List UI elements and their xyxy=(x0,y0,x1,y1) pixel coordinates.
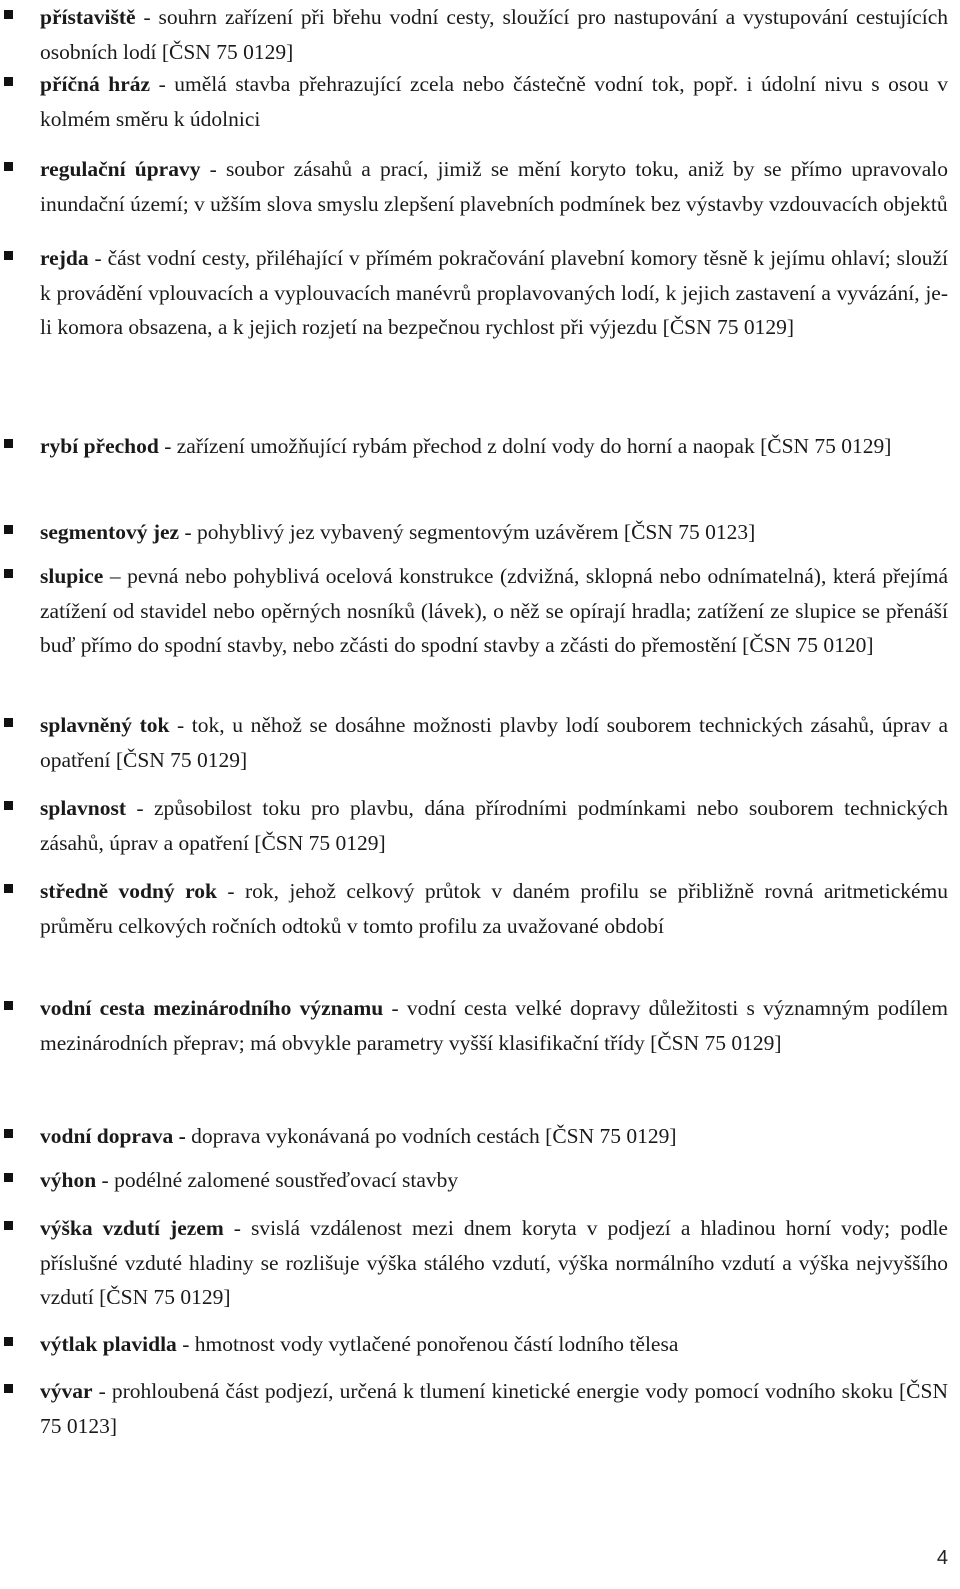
entry-body xyxy=(40,559,948,663)
bullet-icon xyxy=(4,1129,13,1138)
entry-term: výtlak plavidla xyxy=(40,1332,177,1356)
entry-definition: - pohyblivý jez vybavený segmentovým uzávěrem [ČSN 75 0123] xyxy=(179,520,756,544)
bullet-icon xyxy=(4,1221,13,1230)
bullet-icon xyxy=(4,1173,13,1182)
bullet-icon xyxy=(4,801,13,810)
bullet-icon xyxy=(4,251,13,260)
entry-term: slupice xyxy=(40,564,104,588)
entry-definition: - svislá vzdálenost mezi dnem koryta v podjezí a hladinou horní vody; podle příslušné vzduté hladiny se rozlišuje výška stálého vzdutí, výška normálního vzdutí a výška nejvyššího vzdutí [ČSN 75 0129] xyxy=(40,1216,948,1309)
entry-term: příčná hráz xyxy=(40,72,151,96)
entry-body xyxy=(40,1374,948,1443)
entry-body xyxy=(40,515,948,550)
entry-body xyxy=(40,0,948,69)
entry-body xyxy=(40,1327,948,1362)
entry-body xyxy=(40,791,948,860)
entry-definition: - rok, jehož celkový průtok v daném profilu se přibližně rovná aritmetickému průměru celkových ročních odtoků v tomto profilu za uvažované období xyxy=(40,879,948,938)
entry-definition: - vodní cesta velké dopravy důležitosti s významným podílem mezinárodních přeprav; má obvykle parametry vyšší klasifikační třídy [ČSN 75 0129] xyxy=(40,996,949,1055)
entry-body xyxy=(40,874,948,943)
entry-term: regulační úpravy xyxy=(40,157,201,181)
entry-term: výhon xyxy=(40,1168,97,1192)
bullet-icon xyxy=(4,77,13,86)
entry-term: středně vodný rok xyxy=(40,879,217,903)
entry-definition: - prohloubená část podjezí, určená k tlumení kinetické energie vody pomocí vodního skoku [ČSN 75 0123] xyxy=(40,1379,948,1438)
entry-term: vývar xyxy=(40,1379,93,1403)
entry-body xyxy=(40,1211,948,1315)
entry-definition: - zařízení umožňující rybám přechod z dolní vody do horní a naopak [ČSN 75 0129] xyxy=(158,434,892,458)
entry-definition: - umělá stavba přehrazující zcela nebo částečně vodní tok, popř. i údolní nivu s osou v kolmém směru k údolnici xyxy=(40,72,948,131)
entry-body xyxy=(40,708,948,777)
entry-body xyxy=(40,1163,948,1198)
entry-definition: - podélné zalomené soustřeďovací stavby xyxy=(96,1168,459,1192)
bullet-icon xyxy=(4,1384,13,1393)
bullet-icon xyxy=(4,162,13,171)
entry-body xyxy=(40,67,948,136)
page-number: 4 xyxy=(936,1547,948,1569)
entry-definition: - souhrn zařízení při břehu vodní cesty, sloužící pro nastupování a vystupování cestujících osobních lodí [ČSN 75 0129] xyxy=(40,5,948,64)
entry-definition: doprava vykonávaná po vodních cestách [ČSN 75 0129] xyxy=(185,1124,677,1148)
entry-body xyxy=(40,152,948,221)
entry-definition: - část vodní cesty, přiléhající v přímém pokračování plavební komory těsně k jejímu ohlaví; slouží k provádění vplouvacích a vyplouvacích manévrů proplavovaných lodí, k jejich zastavení a vyvázání, je-li komora obsazena, a k jejich rozjetí na bezpečnou rychlost při výjezdu [ČSN 75 0129] xyxy=(40,246,948,339)
entry-term: rejda xyxy=(40,246,89,270)
bullet-icon xyxy=(4,10,13,19)
entry-term: přístaviště xyxy=(40,5,136,29)
entry-term: splavněný tok xyxy=(40,713,170,737)
entry-definition: – pevná nebo pohyblivá ocelová konstrukce (zdvižná, sklopná nebo odnímatelná), která přejímá zatížení od stavidel nebo opěrných nosníků (lávek), o něž se opírají hradla; zatížení ze slupice se přenáší buď přímo do spodní stavby, nebo zčásti do spodní stavby a zčásti do přemostění [ČSN 75 0120] xyxy=(40,564,948,657)
bullet-icon xyxy=(4,1337,13,1346)
bullet-icon xyxy=(4,718,13,727)
entry-term: segmentový jez xyxy=(40,520,180,544)
entry-term: rybí přechod xyxy=(40,434,159,458)
entry-body xyxy=(40,1119,948,1154)
entry-body xyxy=(40,991,948,1060)
entry-term: vodní doprava - xyxy=(40,1124,186,1148)
entry-term: vodní cesta mezinárodního významu xyxy=(40,996,384,1020)
bullet-icon xyxy=(4,1001,13,1010)
bullet-icon xyxy=(4,569,13,578)
bullet-icon xyxy=(4,525,13,534)
entry-term: splavnost xyxy=(40,796,127,820)
bullet-icon xyxy=(4,884,13,893)
entry-term: výška vzdutí jezem xyxy=(40,1216,224,1240)
entry-definition: - tok, u něhož se dosáhne možnosti plavby lodí souborem technických zásahů, úprav a opatření [ČSN 75 0129] xyxy=(40,713,948,772)
entry-body xyxy=(40,241,948,345)
entry-definition: - soubor zásahů a prací, jimiž se mění koryto toku, aniž by se přímo upravovalo inundační území; v užším slova smyslu zlepšení plavebních podmínek bez výstavby vzdouvacích objektů xyxy=(40,157,948,216)
entry-body xyxy=(40,429,948,464)
entry-definition: - způsobilost toku pro plavbu, dána přírodními podmínkami nebo souborem technických zásahů, úprav a opatření [ČSN 75 0129] xyxy=(40,796,948,855)
bullet-icon xyxy=(4,439,13,448)
entry-definition: - hmotnost vody vytlačené ponořenou částí lodního tělesa xyxy=(176,1332,679,1356)
